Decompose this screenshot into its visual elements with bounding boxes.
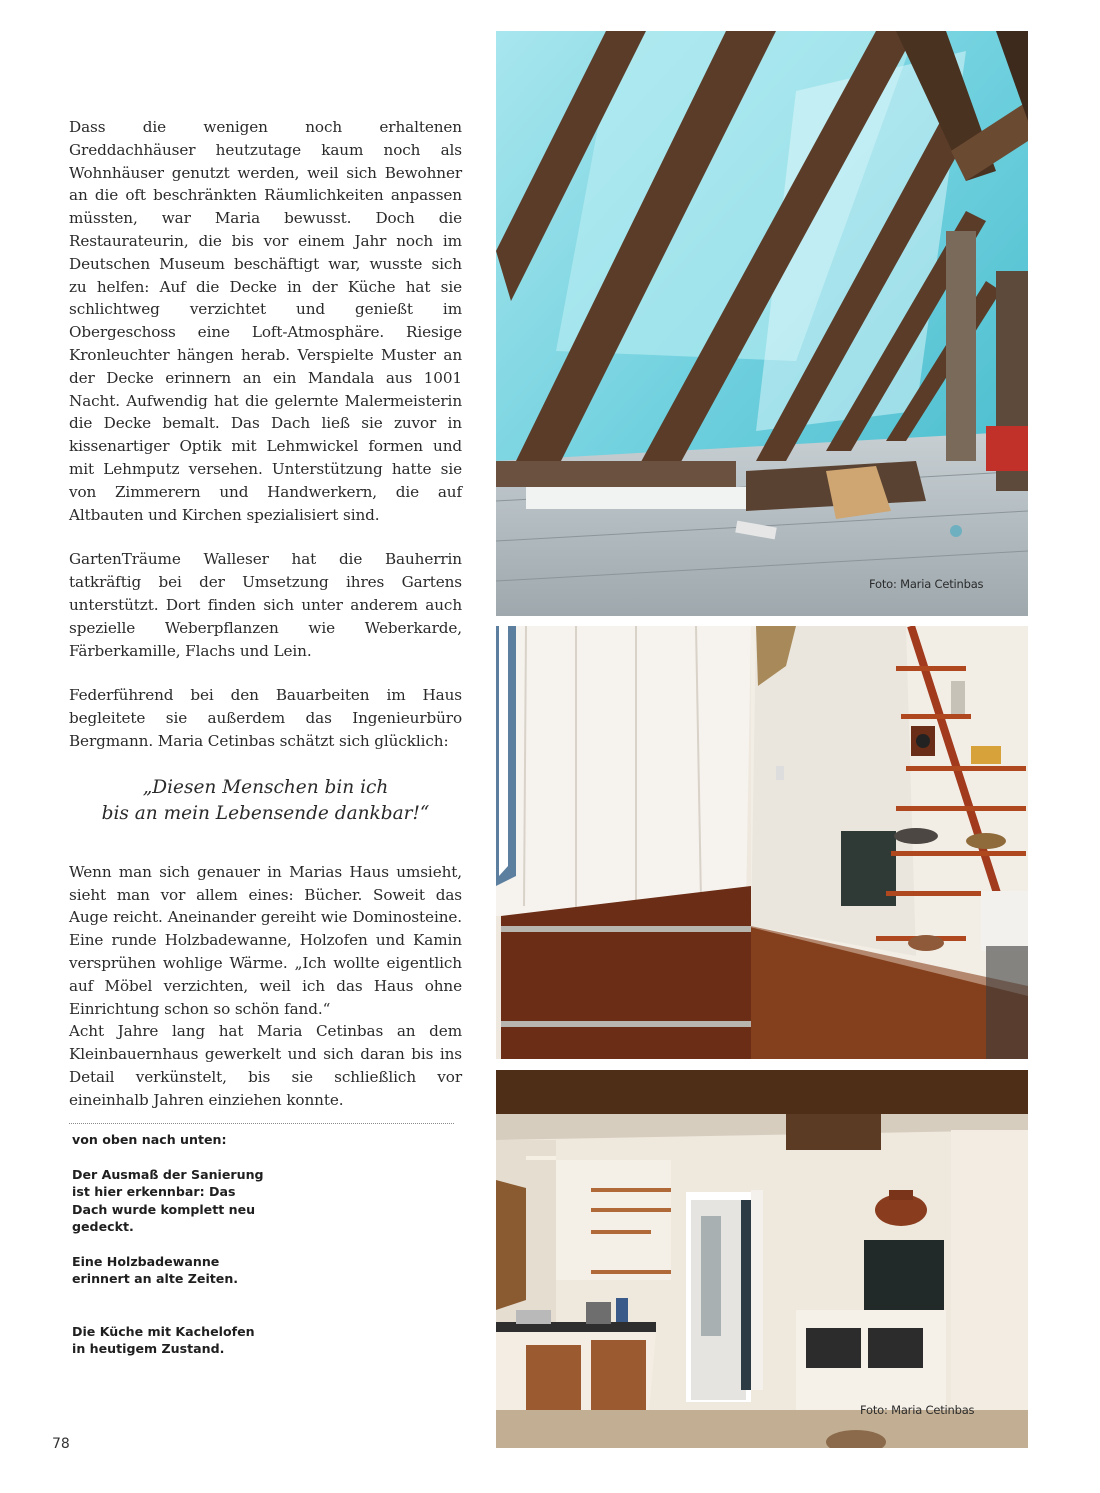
caption-kitchen: Die Küche mit Kachelofen in heutigem Zustand. (72, 1323, 255, 1356)
pull-quote-line-1: „Diesen Menschen bin ich (142, 776, 389, 798)
paragraph-2: GartenTräume Walleser hat die Bauherrin tatkräftig bei der Umsetzung ihres Gartens unterstützt. Dort finden sich unter anderem auch spezielle Weberpflanzen wie Weberkarde, Färberkamille, Flachs und Lein. (69, 550, 462, 660)
paragraph-5: Acht Jahre lang hat Maria Cetinbas an dem Kleinbauernhaus gewerkelt und sich daran bis ins Detail verkünstelt, bis sie schließlich vor eineinhalb Jahren einziehen konnte. (69, 1022, 462, 1109)
paragraph-1: Dass die wenigen noch erhaltenen Greddachhäuser heutzutage kaum noch als Wohnhäuser genutzt werden, weil sich Bewohner an die oft beschränkten Räumlichkeiten anpassen müssten, war Maria bewusst. Doch die Restaurateurin, die bis vor einem Jahr noch im Deutschen Museum beschäftigt war, wusste sich zu helfen: Auf die Decke in der Küche hat sie schlichtweg verzichtet und genießt im Obergeschoss eine Loft-Atmosphäre. Riesige Kronleuchter hängen herab. Verspielte Muster an der Decke erinnern an ein Mandala aus 1001 Nacht. Aufwendig hat die gelernte Malermeisterin die Decke bemalt. Das Dach ließ sie zuvor in kissenartiger Optik mit Lehmwickel formen und mit Lehmputz versehen. Unterstützung hatte sie von Zimmerern und Handwerkern, die auf Altbauten und Kirchen spezialisiert sind. (69, 118, 462, 524)
captions-heading: von oben nach unten: (72, 1132, 227, 1147)
article-column (69, 116, 462, 1133)
photo-captions (72, 1131, 272, 1375)
pull-quote (69, 775, 462, 827)
attic-photo-credit: Foto: Maria Cetinbas (869, 577, 984, 591)
caption-bathtub: Eine Holzbadewanne erinnert an alte Zeiten. (72, 1253, 239, 1286)
caption-attic: Der Ausmaß der Sanierung ist hier erkennbar: Das Dach wurde komplett neu gedeckt. (72, 1166, 264, 1234)
kitchen-photo (496, 1070, 1028, 1448)
page-number: 78 (52, 1436, 70, 1452)
paragraph-3: Federführend bei den Bauarbeiten im Haus begleitete sie außerdem das Ingenieurbüro Bergmann. Maria Cetinbas schätzt sich glücklich: (69, 686, 462, 750)
paragraph-4: Wenn man sich genauer in Marias Haus umsieht, sieht man vor allem eines: Bücher. Soweit das Auge reicht. Aneinander gereiht wie Dominosteine. Eine runde Holzbadewanne, Holzofen und Kamin versprühen wohlige Wärme. „Ich wollte eigentlich auf Möbel verzichten, weil ich das Haus ohne Einrichtung schon so schön fand.“ (69, 862, 462, 1018)
attic-photo (496, 31, 1028, 616)
caption-divider (69, 1123, 454, 1124)
kitchen-photo-credit: Foto: Maria Cetinbas (860, 1403, 975, 1417)
bathtub-photo (496, 626, 1028, 1059)
pull-quote-line-2: bis an mein Lebensende dankbar!“ (101, 802, 430, 824)
